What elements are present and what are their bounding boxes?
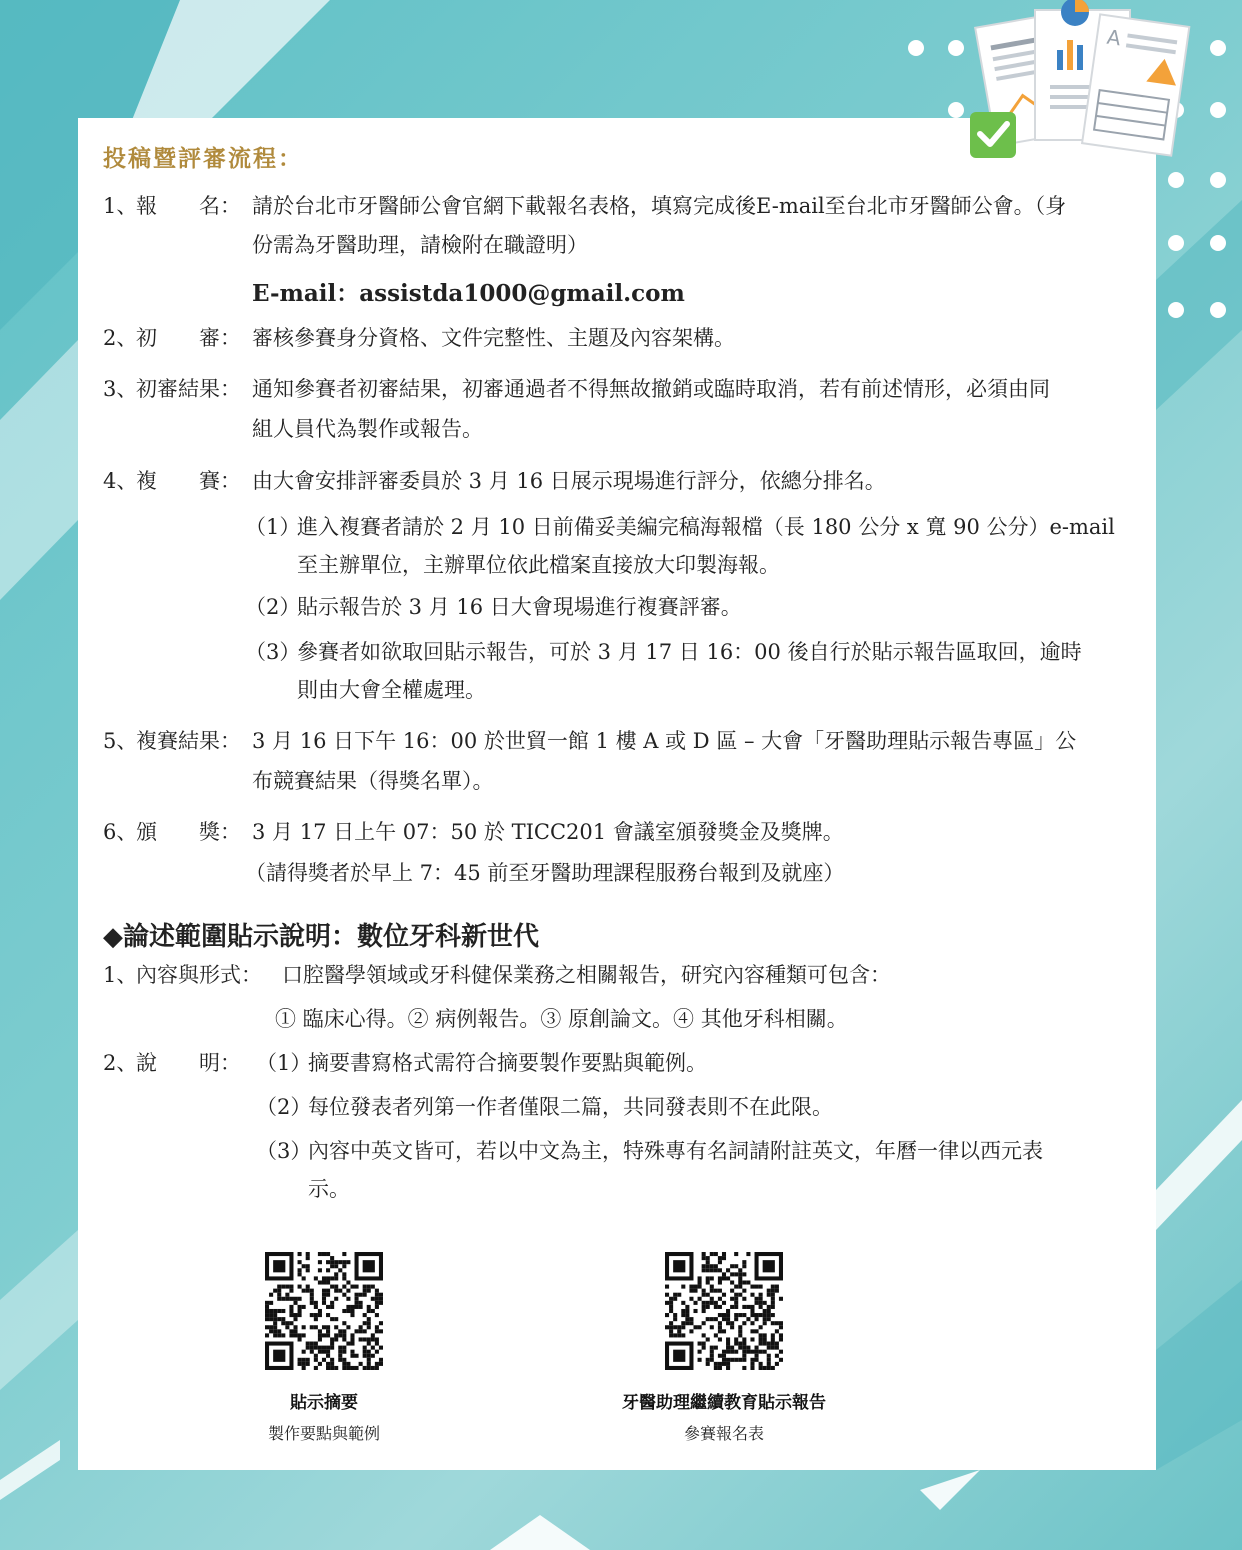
qr-block-registration — [594, 1252, 854, 1444]
step-3-line-2: 組人員代為製作或報告。 — [252, 417, 483, 441]
scope-item-1-number: 1、 — [103, 963, 138, 987]
step-6-line-1: 3 月 17 日上午 07：50 於 TICC201 會議室頒發獎金及獎牌。 — [252, 820, 844, 844]
step-5-line-1: 3 月 16 日下午 16：00 於世貿一館 1 樓 A 或 D 區 – 大會「牙醫助理貼示報告專區」公 — [252, 729, 1077, 753]
documents-illustration-icon — [965, 0, 1195, 175]
scope-item-2-number: 2、 — [103, 1051, 138, 1075]
step-4-number: 4、 — [103, 469, 138, 493]
step-4-label: 複 賽： — [136, 469, 241, 493]
step-3-number: 3、 — [103, 377, 138, 401]
step-2-line-1: 審核參賽身分資格、文件完整性、主題及內容架構。 — [252, 326, 735, 350]
step-3-line-1: 通知參賽者初審結果，初審通過者不得無故撤銷或臨時取消，若有前述情形，必須由同 — [252, 377, 1050, 401]
qr-abstract-subtitle: 製作要點與範例 — [267, 1424, 380, 1443]
scope-item-2-sub-1-tag: （1） — [256, 1051, 312, 1075]
svg-text:A: A — [1105, 24, 1123, 51]
contact-email: E-mail：assistda1000@gmail.com — [252, 280, 685, 307]
step-2-label: 初 審： — [136, 326, 241, 350]
step-1-label: 報 名： — [136, 194, 241, 218]
step-1-line-2: 份需為牙醫助理，請檢附在職證明） — [252, 233, 588, 257]
qr-registration-title: 牙醫助理繼續教育貼示報告 — [622, 1393, 826, 1413]
step-6-label: 頒 獎： — [136, 820, 241, 844]
scope-item-2-sub-1-line: 摘要書寫格式需符合摘要製作要點與範例。 — [308, 1051, 707, 1075]
scope-item-2-sub-3-tag: （3） — [256, 1139, 312, 1163]
step-4-sub-3-tag: （3） — [245, 640, 301, 664]
scope-item-2-label: 說 明： — [136, 1051, 241, 1075]
scope-item-2-sub-3-line-1: 內容中英文皆可，若以中文為主，特殊專有名詞請附註英文，年曆一律以西元表 — [308, 1139, 1043, 1163]
step-4-sub-1-line-1: 進入複賽者請於 2 月 10 日前備妥美編完稿海報檔（長 180 公分 x 寬 90 公分）e-mail — [297, 515, 1115, 539]
step-4-sub-2-line-1: 貼示報告於 3 月 16 日大會現場進行複賽評審。 — [297, 595, 742, 619]
step-6-line-2: （請得獎者於早上 7：45 前至牙醫助理課程服務台報到及就座） — [245, 861, 845, 885]
qr-code-registration-icon[interactable] — [665, 1252, 783, 1370]
step-5-line-2: 布競賽結果（得獎名單）。 — [252, 769, 494, 793]
step-4-sub-1-tag: （1） — [245, 515, 301, 539]
qr-registration-subtitle: 參賽報名表 — [683, 1424, 764, 1443]
scope-item-1-types: ① 臨床心得。② 病例報告。③ 原創論文。④ 其他牙科相關。 — [275, 1007, 848, 1031]
qr-abstract-title: 貼示摘要 — [290, 1393, 358, 1413]
step-3-label: 初審結果： — [136, 377, 241, 401]
step-4-sub-2-tag: （2） — [245, 595, 301, 619]
step-4-sub-1-line-2: 至主辦單位，主辦單位依此檔案直接放大印製海報。 — [297, 553, 780, 577]
step-4-sub-3-line-2: 則由大會全權處理。 — [297, 678, 486, 702]
process-title: 投稿暨評審流程： — [103, 145, 303, 172]
step-2-number: 2、 — [103, 326, 138, 350]
step-5-label: 複賽結果： — [136, 729, 241, 753]
scope-item-2-sub-3-line-2: 示。 — [308, 1177, 350, 1201]
scope-item-1-line: 口腔醫學領域或牙科健保業務之相關報告，研究內容種類可包含： — [282, 963, 891, 987]
step-1-number: 1、 — [103, 194, 138, 218]
scope-item-2-sub-2-line: 每位發表者列第一作者僅限二篇，共同發表則不在此限。 — [308, 1095, 833, 1119]
step-4-sub-3-line-1: 參賽者如欲取回貼示報告，可於 3 月 17 日 16：00 後自行於貼示報告區取回，逾時 — [297, 640, 1082, 664]
scope-item-1-label: 內容與形式： — [136, 963, 262, 987]
qr-block-abstract — [224, 1252, 424, 1444]
step-6-number: 6、 — [103, 820, 138, 844]
step-4-line-1: 由大會安排評審委員於 3 月 16 日展示現場進行評分，依總分排名。 — [252, 469, 886, 493]
scope-item-2-sub-2-tag: （2） — [256, 1095, 312, 1119]
step-5-number: 5、 — [103, 729, 138, 753]
qr-code-abstract-icon[interactable] — [265, 1252, 383, 1370]
step-1-line-1: 請於台北市牙醫師公會官網下載報名表格，填寫完成後E-mail至台北市牙醫師公會。（身 — [252, 194, 1067, 218]
scope-heading: ◆論述範圍貼示說明：數位牙科新世代 — [103, 922, 539, 952]
